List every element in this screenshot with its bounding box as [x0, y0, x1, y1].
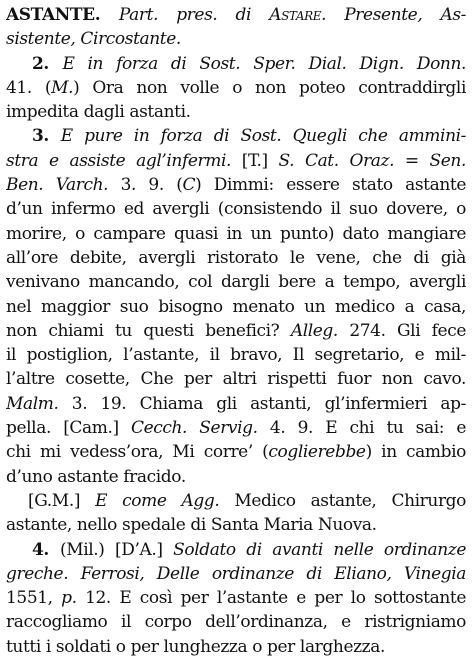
- roman-text: ) in cambio: [365, 442, 466, 463]
- entry-line: [6, 76, 466, 100]
- entry-line: [6, 586, 466, 610]
- entry-line: [6, 222, 466, 246]
- italic-text: p.: [61, 588, 86, 609]
- roman-text: impedita dagli astanti.: [6, 102, 191, 123]
- entry-line: [6, 610, 466, 634]
- roman-text: 3. 9. (: [120, 175, 183, 196]
- roman-text: all’ore debite, avergli ristorato le vene, che di già: [6, 247, 466, 268]
- roman-text: ) Dimmi: essere stato astante: [195, 175, 466, 196]
- roman-text: pella. [Cam.]: [6, 418, 131, 439]
- italic-text: M.: [51, 77, 74, 98]
- entry-line: [6, 3, 466, 27]
- entry-line: [6, 52, 466, 76]
- italic-text: E pure in forza di Sost. Quegli che ammini-: [60, 126, 466, 147]
- italic-text: E come Agg.: [95, 490, 235, 511]
- roman-text: il postiglion, l’astante, il bravo, Il segretario, e mil-: [6, 345, 466, 366]
- italic-text: E in forza di Sost. Sper. Dial. Dign. Donn.: [62, 53, 466, 74]
- roman-text: morire, o campare quasi in un punto) dato mangiare: [6, 223, 466, 244]
- roman-text: astante, nello spedale di Santa Maria Nuova.: [6, 515, 377, 536]
- roman-text: 274. Gli fece: [349, 320, 466, 341]
- entry-line: [6, 367, 466, 391]
- entry-line: [6, 295, 466, 319]
- entry-line: [6, 465, 466, 489]
- roman-text: 1551,: [6, 588, 62, 609]
- entry-line: [6, 319, 466, 343]
- italic-text: stra e assiste agl’infermi.: [6, 150, 242, 171]
- entry-line: [6, 513, 466, 537]
- roman-text: nel maggior suo bisogno menato un medico a casa,: [6, 296, 466, 317]
- italic-text: C: [182, 175, 196, 196]
- italic-text: Malm.: [6, 393, 72, 414]
- roman-text: chi mi vedess’ora, Mi corre’ (: [6, 442, 269, 463]
- entry-line: [6, 392, 466, 416]
- entry-line: [6, 27, 466, 51]
- roman-text: non chiami tu questi benefici?: [6, 320, 291, 341]
- entry-line: [6, 149, 466, 173]
- entry-line: [6, 197, 466, 221]
- italic-text: Cecch. Servig.: [130, 418, 270, 439]
- entry-line: [6, 416, 466, 440]
- entry-line: [6, 562, 466, 586]
- italic-text: Ben. Varch.: [6, 175, 121, 196]
- italic-text: S. Cat. Oraz. = Sen.: [278, 150, 466, 171]
- small-caps-text: Astare: [269, 5, 322, 25]
- italic-text: coglierebbe: [268, 442, 366, 463]
- entry-line: [6, 270, 466, 294]
- italic-text: . Presente, As-: [321, 5, 466, 25]
- bold-text: 2.: [32, 53, 63, 74]
- roman-text: 4. 9. E chi tu sai: e: [269, 418, 466, 439]
- roman-text: venivano mancando, col dargli bere a tempo, avergli: [6, 272, 466, 293]
- italic-text: sistente, Circostante.: [6, 29, 181, 50]
- roman-text: (Mil.) [D’A.]: [59, 539, 174, 560]
- roman-text: raccogliamo il corpo dell’ordinanza, e ristrigniamo: [6, 612, 466, 633]
- roman-text: 41. (: [6, 77, 52, 98]
- italic-text: Part. pres. di: [118, 5, 270, 25]
- roman-text: l’altre cosette, Che per altri rispetti fuor non cavo.: [6, 369, 466, 390]
- bold-text: 4.: [32, 539, 60, 560]
- entry-line: [6, 173, 466, 197]
- roman-text: 12. E così per l’astante e per lo sottostante: [85, 588, 466, 609]
- roman-text: ) Ora non volle o non poteo contraddirgli: [73, 77, 466, 98]
- entry-line: [6, 343, 466, 367]
- headword: ASTANTE.: [6, 5, 119, 25]
- roman-text: tutti i soldati o per lunghezza o per larghezza.: [6, 636, 385, 657]
- italic-text: Soldato di avanti nelle ordinanze: [173, 539, 466, 560]
- italic-text: Alleg.: [290, 320, 350, 341]
- roman-text: 3. 19. Chiama gli astanti, gl’infermieri ap-: [71, 393, 466, 414]
- roman-text: [G.M.]: [28, 490, 96, 511]
- entry-line: [6, 440, 466, 464]
- entry-line: [6, 124, 466, 148]
- entry-line: [6, 100, 466, 124]
- roman-text: d’uno astante fracido.: [6, 466, 186, 487]
- entry-line: [6, 489, 466, 513]
- roman-text: d’un infermo ed avergli (consistendo il suo dovere, o: [6, 199, 466, 220]
- entry-line: [6, 246, 466, 270]
- bold-text: 3.: [32, 126, 61, 147]
- italic-text: greche. Ferrosi, Delle ordinanze di Eliano, Vinegia: [6, 563, 466, 584]
- roman-text: Medico astante, Chirurgo: [234, 490, 466, 511]
- entry-line: [6, 538, 466, 562]
- roman-text: [T.]: [241, 150, 279, 171]
- entry-line: [6, 635, 466, 659]
